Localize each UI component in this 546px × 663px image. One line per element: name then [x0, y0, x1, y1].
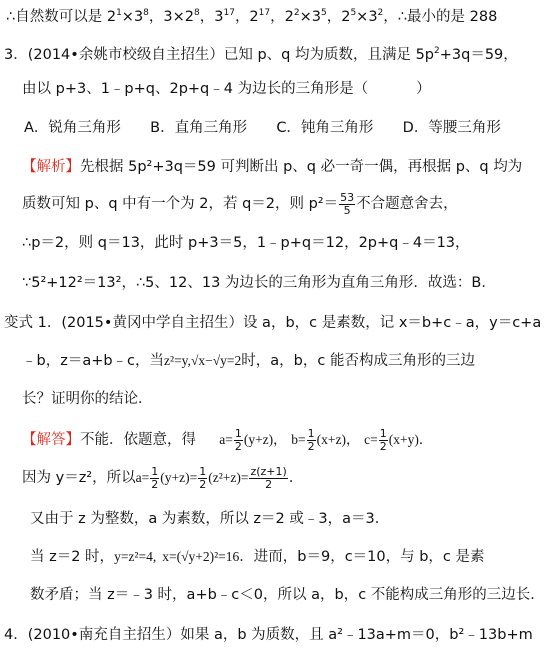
- text: 质数可知 p、q 中有一个为 2，若 q＝2，则 p²＝: [22, 196, 339, 212]
- half: $\frac{1}{2}$: [199, 464, 207, 491]
- half: $\frac{1}{2}$: [151, 464, 159, 491]
- b-rest: (x+z)，: [316, 432, 360, 447]
- fraction-z-z1-over-2: $\frac{z(z+1)}{2}$: [250, 464, 287, 491]
- analysis-tag: 【解析】: [22, 159, 80, 175]
- text: 时，a，b，c 能否构成三角形的三边: [241, 353, 475, 369]
- text: ×3: [299, 9, 321, 25]
- text: ）: [416, 81, 431, 97]
- variant-1-line2: [22, 350, 475, 372]
- answer-line1: [22, 424, 432, 456]
- text: ×3: [356, 9, 378, 25]
- text: ．: [288, 470, 304, 486]
- analysis-line3: [22, 232, 470, 254]
- sqrt-y: √y: [212, 353, 227, 368]
- formula-z2-eq-y: z²=y,: [164, 353, 191, 368]
- sup: 5: [320, 8, 327, 18]
- text: ∵5²+12²＝13²，∴5、12、13 为边长的三角形为直角三角形．故选：B．: [22, 275, 496, 291]
- option-c: C．钝角三角形: [276, 120, 374, 136]
- half: $\frac{1}{2}$: [307, 426, 315, 453]
- analysis-line1: [22, 156, 522, 178]
- analysis-line4: [22, 272, 496, 294]
- text: ，2: [326, 9, 351, 25]
- half: $\frac{1}{2}$: [234, 426, 242, 453]
- sup: 17: [223, 8, 235, 18]
- text: 数矛盾；当 z＝﹣3 时，a+b﹣c＜0，所以 a，b，c 不能构成三角形的三边长．: [30, 587, 545, 603]
- text: ×3: [121, 9, 144, 25]
- text: 3．(2014•余姚市校级自主招生）已知 p、q 均为质数，且满足 5p: [4, 47, 434, 63]
- answer-tag: 【解答】: [22, 432, 80, 448]
- c-rest: (x+y)．: [388, 432, 433, 447]
- sup: 5: [350, 8, 357, 18]
- a-rest: (y+z)，: [243, 432, 287, 447]
- question-3-options: [24, 117, 501, 139]
- text: ，3×2: [148, 9, 195, 25]
- text: 不合题意舍去，: [356, 196, 458, 212]
- question-3-line2: [22, 78, 431, 100]
- z2-plus-z: (z²+z)=: [208, 470, 249, 485]
- variant-1-line1: [4, 312, 541, 334]
- text: 由以 p+3、1﹣p+q、2p+q﹣4 为边长的三角形是（: [22, 81, 369, 97]
- equals-2: =2: [226, 353, 242, 368]
- text: ，∴最小的是 288: [383, 9, 498, 25]
- sup: 2: [434, 46, 440, 56]
- sqrt-x: √x: [190, 353, 206, 368]
- text: 不能．依题意，得: [80, 432, 196, 448]
- text: ﹣b，z＝a+b﹣c，当: [22, 353, 165, 369]
- analysis-line2: [22, 189, 458, 219]
- text: ，3: [199, 9, 224, 25]
- sup: 8: [143, 8, 149, 18]
- text: ，2: [234, 9, 259, 25]
- question-3-line1: [4, 40, 518, 66]
- answer-line4: [30, 546, 485, 568]
- half: $\frac{1}{2}$: [379, 426, 387, 453]
- text: 先根据 5p²+3q＝59 可判断出 p、q 必一奇一偶，再根据 p、q 均为: [80, 159, 523, 175]
- formula-y: y=z²=4,: [114, 549, 157, 564]
- c-eq: c=: [364, 432, 378, 447]
- a-eq: a=: [219, 432, 233, 447]
- sup: 2: [293, 8, 300, 18]
- sup: 8: [194, 8, 200, 18]
- text: 4．(2010•南充自主招生）如果 a，b 为质数，且 a²﹣13a+m＝0，b²﹣13b+m: [4, 627, 533, 643]
- option-d: D．等腰三角形: [402, 120, 501, 136]
- text: 因为 y＝z²，所以: [22, 470, 136, 486]
- option-a: A．锐角三角形: [24, 120, 121, 136]
- text: 变式 1．(2015•黄冈中学自主招生）设 a，b，c 是素数，记 x＝b+c﹣a，y＝c+a: [4, 315, 542, 331]
- answer-line3: [30, 508, 389, 530]
- answer-line5: [30, 584, 545, 606]
- sup: 2: [377, 8, 384, 18]
- formula-x: x=(√y+2)²=16: [162, 549, 240, 564]
- text: +3q＝59，: [439, 47, 518, 63]
- text: ．进而，b＝9，c＝10，与 b，c 是素: [239, 549, 485, 565]
- minus: −: [205, 353, 213, 368]
- text: ∴p＝2，则 q＝13，此时 p+3＝5，1﹣p+q＝12，2p+q﹣4＝13，: [22, 235, 470, 251]
- fraction-53-over-5: $\frac{53}{5}$: [340, 190, 355, 217]
- question-4-line1: [4, 624, 533, 646]
- y-plus-z: (y+z)=: [160, 470, 198, 485]
- solution-line-smallest: [6, 2, 497, 28]
- text: 当 z＝2 时，: [30, 549, 115, 565]
- text: 长？证明你的结论．: [22, 391, 153, 407]
- sup: 1: [116, 8, 122, 18]
- answer-line2: [22, 462, 303, 494]
- b-eq: b=: [291, 432, 306, 447]
- sup: 17: [258, 8, 271, 18]
- text: ，2: [270, 9, 294, 25]
- a-eq: a=: [135, 470, 150, 485]
- text: 又由于 z 为整数，a 为素数，所以 z＝2 或﹣3，a＝3．: [30, 511, 390, 527]
- variant-1-line3: [22, 388, 153, 410]
- text: ∴自然数可以是 2: [6, 9, 117, 25]
- option-b: B．直角三角形: [150, 120, 248, 136]
